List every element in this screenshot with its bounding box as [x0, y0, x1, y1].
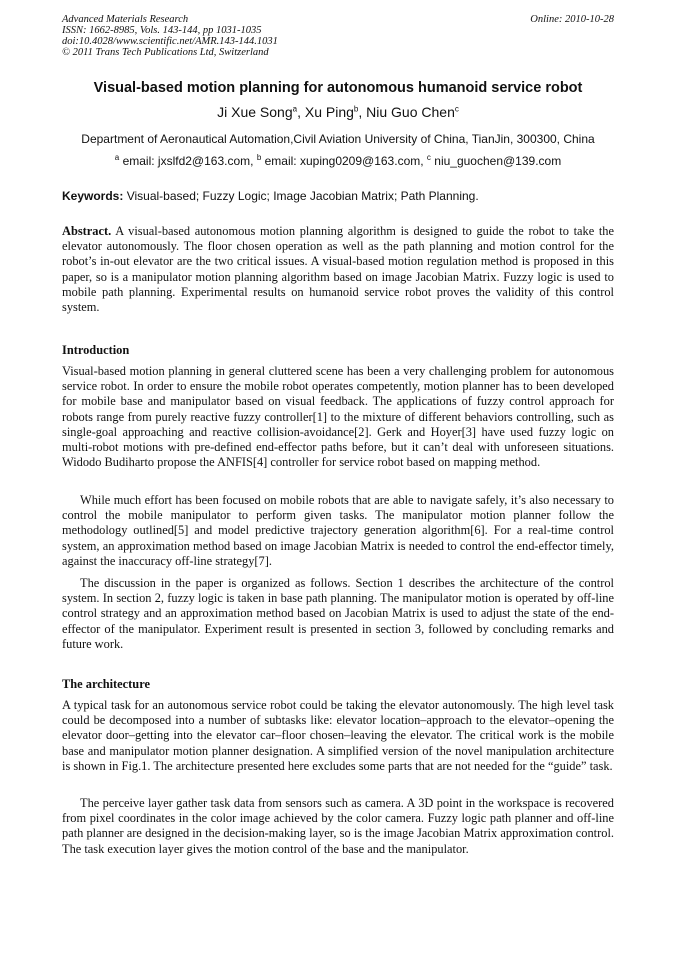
- author-name: Niu Guo Chen: [366, 104, 455, 120]
- introduction-heading: Introduction: [62, 343, 130, 357]
- doi-line: doi:10.4028/www.scientific.net/AMR.143-144.1031: [62, 36, 278, 47]
- issn-line: ISSN: 1662-8985, Vols. 143-144, pp 1031-1035: [62, 25, 262, 36]
- intro-paragraph-3: The discussion in the paper is organized as follows. Section 1 describes the architecture of the control system. In section 2, fuzzy logic is taken in base path planning. The manipulator motion is operated by off-line control strategy and an approximation method based on Jacobian Matrix is used to adjust the state of the end-effector of the manipulator. Experiment result is presented in section 3, followed by concluding remarks and future work.: [62, 576, 614, 651]
- journal-name: Advanced Materials Research: [62, 14, 189, 25]
- architecture-paragraph-1: A typical task for an autonomous service robot could be taking the elevator autonomously. The high level task could be decomposed into a number of subtasks like: elevator location–approach to the elevator–opening the elevator door–getting into the elevator car–floor chosen–leaving the elevator. The critical work is the mobile base and manipulator motion planner designation. A simplified version of the novel manipulation architecture is shown in Fig.1. The architecture presented here excludes some parts that are not needed for the “guide” task.: [62, 698, 614, 773]
- email-list: [62, 153, 614, 168]
- email-address: email: xuping0209@163.com,: [264, 154, 424, 168]
- abstract-text: A visual-based autonomous motion planning algorithm is designed to guide the robot to take the elevator autonomously. The floor chosen operation as well as the path planning and motion control for the robot’s in-out elevator are the two critical issues. A visual-based motion regulation method is proposed in this paper, so is a manipulator motion planning algorithm based on image Jacobian Matrix. Fuzzy logic is used to mobile path planning. Experimental results on humanoid service robot proves the validity of this control system.: [62, 224, 615, 315]
- paper-title: Visual-based motion planning for autonomous humanoid service robot: [93, 80, 583, 96]
- author-name: Ji Xue Song: [217, 104, 293, 120]
- abstract-label: Abstract.: [62, 224, 112, 238]
- intro-paragraph-2: While much effort has been focused on mobile robots that are able to navigate safely, it’s also necessary to control the mobile manipulator to perform given tasks. The manipulator motion planner follow the methodology outlined[5] and model predictive trajectory generation algorithm[6]. For a real-time control system, an approximation method based on image Jacobian Matrix is needed to control the end-effector timely, against the inaccuracy off-line strategy[7].: [62, 493, 614, 568]
- copyright-line: © 2011 Trans Tech Publications Ltd, Switzerland: [62, 47, 269, 58]
- journal-header: [62, 14, 614, 58]
- email-address: email: jxslfd2@163.com,: [122, 154, 254, 168]
- architecture-heading: The architecture: [62, 677, 150, 691]
- intro-paragraph-1: Visual-based motion planning in general cluttered scene has been a very challenging problem for autonomous service robot. In order to ensure the mobile robot operates competently, motion planner has to been developed for mobile base and manipulator based on visual feedback. The applications of fuzzy control approach for robots range from purely reactive fuzzy controller[1] to the mixture of different behaviors controlling, such as single-goal approaching and reactive collision-avoidance[2]. Gerk and Hoyer[3] have used fuzzy logic on multi-robot motions with pre-defined end-effector paths before, but it can’t deal with unforeseen situations. Widodo Budiharto propose the ANFIS[4] controller for service robot based on mapping method.: [62, 364, 614, 470]
- abstract-paragraph: [62, 224, 614, 315]
- email-mark: a: [114, 153, 120, 162]
- email-address: niu_guochen@139.com: [434, 154, 562, 168]
- keywords-text: Visual-based; Fuzzy Logic; Image Jacobian Matrix; Path Planning.: [126, 189, 479, 203]
- online-date: Online: 2010-10-28: [530, 14, 614, 25]
- keywords-label: Keywords:: [62, 189, 124, 203]
- email-mark: b: [256, 153, 262, 162]
- author-mark: b: [353, 104, 359, 114]
- author-list: Ji Xue Song$^a$, Xu Ping$^b$, Niu Guo Chen$^c$: [217, 104, 459, 120]
- keywords-line: [62, 189, 614, 203]
- email-mark: c: [426, 153, 431, 162]
- author-mark: a: [292, 104, 298, 114]
- author-mark: c: [454, 104, 459, 114]
- architecture-paragraph-2: The perceive layer gather task data from sensors such as camera. A 3D point in the workspace is recovered from pixel coordinates in the color image achieved by the color camera. Fuzzy logic path planner and off-line path planner are designed in the decision-making layer, so is the image Jacobian Matrix approximation control. The task execution layer gives the motion control of the base and the manipulator.: [62, 796, 614, 856]
- affiliation: Department of Aeronautical Automation,Civil Aviation University of China, TianJin, 300300, China: [81, 132, 595, 146]
- author-name: Xu Ping: [304, 104, 354, 120]
